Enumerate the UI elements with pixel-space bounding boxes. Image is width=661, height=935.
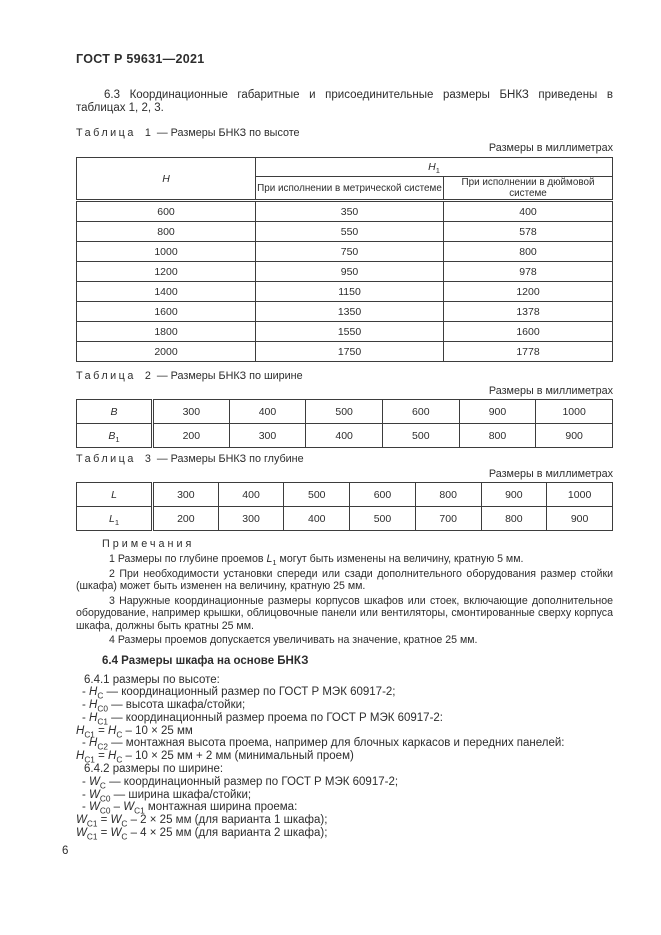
table2-cell: 300	[229, 424, 306, 448]
table3-cell: 600	[350, 483, 416, 507]
table1-cell: 1600	[444, 322, 613, 342]
section-line: - $H_{С0}$ — высота шкафа/стойки;	[82, 699, 246, 714]
table3-cell: 1000	[547, 483, 613, 507]
table2-cell: 400	[229, 400, 306, 424]
table1-cell: 1600	[77, 302, 256, 322]
page-number: 6	[62, 845, 69, 857]
table1-cell: 550	[256, 222, 444, 242]
document-page	[76, 52, 613, 840]
note-item-3: 3 Наружные координационные размеры корпусов шкафов или стоек, включающие дополнительное оборудование, например крышки, облицовочные панели или вентиляторы, смонтированные сверху корпуса шкафа, должны быть кратны 25 мм.	[76, 594, 613, 632]
note-item-4: 4 Размеры проемов допускается увеличивать на значение, кратное 25 мм.	[109, 634, 478, 646]
table1-cell: 978	[444, 262, 613, 282]
notes-heading: Примечания	[102, 538, 195, 550]
doc-number: ГОСТ Р 59631—2021	[76, 52, 205, 66]
table1-cell: 1378	[444, 302, 613, 322]
note-item-1: 1 Размеры по глубине проемов $L_1$ могут быть изменены на величину, кратную 5 мм.	[109, 553, 524, 568]
table-row	[77, 483, 613, 507]
section-line: - $H_{С2}$ — монтажная высота проема, например для блочных каркасов и передних панелей:	[82, 737, 565, 752]
table2-cell: 500	[306, 400, 383, 424]
table-row	[77, 302, 613, 322]
section-6-4-body	[76, 674, 613, 840]
table3-cell: 800	[415, 483, 481, 507]
table2-caption	[76, 370, 613, 382]
table3-caption-word: Таблица	[76, 453, 136, 465]
table1-caption-title: — Размеры БНКЗ по высоте	[156, 127, 300, 139]
table2-cell: 500	[382, 424, 459, 448]
section-line: - $W_С$ — координационный размер по ГОСТ Р МЭК 60917-2;	[82, 775, 399, 791]
table2-cell: 600	[382, 400, 459, 424]
table1-header-h: H	[77, 158, 256, 201]
table1-cell: 2000	[77, 342, 256, 362]
table2-caption-number: 2	[144, 370, 151, 382]
table1-cell: 750	[256, 242, 444, 262]
table-row	[77, 262, 613, 282]
table-bnkz-depth	[76, 482, 613, 531]
table1-header-h1: $H_1$	[256, 158, 613, 177]
table1-cell: 950	[256, 262, 444, 282]
section-formula: $W_{С1} = W_С - 2 \times 25$ мм (для варианта 1 шкафа);	[76, 814, 328, 829]
note-item-2: 2 При необходимости установки спереди или сзади дополнительного оборудования размер стойки (шкафа) может быть изменен на величину, кратную 25 мм.	[76, 567, 613, 592]
table1-header-row	[77, 158, 613, 177]
table3-caption-number: 3	[144, 453, 151, 465]
table2-cell: 900	[536, 424, 613, 448]
table-row	[77, 342, 613, 362]
table3-cell: 700	[415, 507, 481, 531]
table2-cell: 1000	[536, 400, 613, 424]
table3-units-note: Размеры в миллиметрах	[488, 468, 613, 480]
table2-cell: 300	[153, 400, 230, 424]
table2-cell: 400	[306, 424, 383, 448]
table1-cell: 1200	[77, 262, 256, 282]
table1-caption	[76, 127, 613, 139]
table3-cell: 500	[284, 483, 350, 507]
table1-cell: 1750	[256, 342, 444, 362]
section-6-4-heading: 6.4 Размеры шкафа на основе БНКЗ	[102, 654, 309, 667]
table3-cell: 500	[350, 507, 416, 531]
table3-cell: 400	[218, 483, 284, 507]
table-row	[77, 282, 613, 302]
table3-caption-title: — Размеры БНКЗ по глубине	[156, 453, 304, 465]
table-row	[77, 201, 613, 222]
table1-cell: 1400	[77, 282, 256, 302]
para-6-3: 6.3 Координационные габаритные и присоединительные размеры БНКЗ приведены в таблицах 1, 2, 3.	[76, 89, 613, 114]
table-row	[77, 424, 613, 448]
section-line: - $H_{С1}$ — координационный размер проема по ГОСТ Р МЭК 60917-2:	[82, 711, 443, 727]
table1-cell: 1000	[77, 242, 256, 262]
table1-cell: 600	[77, 201, 256, 222]
table1-cell: 578	[444, 222, 613, 242]
table2-caption-word: Таблица	[76, 370, 136, 382]
table1-cell: 350	[256, 201, 444, 222]
table1-cell: 1550	[256, 322, 444, 342]
table-row	[77, 507, 613, 531]
section-line: - $W_{С0}$ — ширина шкафа/стойки;	[82, 788, 252, 803]
table2-cell: 200	[153, 424, 230, 448]
table1-cell: 800	[444, 242, 613, 262]
table-bnkz-height	[76, 157, 613, 362]
section-formula: $H_{С1} = H_С - 10 \times 25$ мм	[76, 724, 193, 739]
table1-subheader-inch: При исполнении в дюймовой системе	[444, 177, 613, 201]
table1-caption-number: 1	[144, 127, 151, 139]
table3-cell: 300	[218, 507, 284, 531]
section-formula: $W_{С1} = W_С - 4 \times 25$ мм (для варианта 2 шкафа);	[76, 827, 328, 842]
section-formula: $H_{С1} = H_С - 10 \times 25$ мм + 2 мм (минимальный проем)	[76, 750, 354, 765]
section-line: 6.4.1 размеры по высоте:	[84, 673, 220, 686]
table3-cell: 300	[153, 483, 219, 507]
table1-cell: 1350	[256, 302, 444, 322]
table1-cell: 400	[444, 201, 613, 222]
table1-cell: 1150	[256, 282, 444, 302]
table1-cell: 800	[77, 222, 256, 242]
table1-cell: 1200	[444, 282, 613, 302]
section-line: - $W_{С0} - W_{С1}$ монтажная ширина проема:	[82, 801, 298, 816]
table2-label-b: B	[77, 400, 153, 424]
table2-label-b1: $B_1$	[77, 424, 153, 448]
section-line: - $H_С$ — координационный размер по ГОСТ Р МЭК 60917-2;	[82, 686, 396, 701]
table3-cell: 900	[481, 483, 547, 507]
table2-units-note: Размеры в миллиметрах	[488, 385, 613, 397]
section-line: 6.4.2 размеры по ширине:	[84, 763, 224, 776]
table2-cell: 800	[459, 424, 536, 448]
table1-cell: 1778	[444, 342, 613, 362]
table-bnkz-width	[76, 399, 613, 448]
table3-caption	[76, 453, 613, 465]
table3-cell: 200	[153, 507, 219, 531]
table3-cell: 400	[284, 507, 350, 531]
table2-caption-title: — Размеры БНКЗ по ширине	[156, 370, 303, 382]
table3-label-l: L	[77, 483, 153, 507]
table1-subheader-metric: При исполнении в метрической системе	[256, 177, 444, 201]
table1-units-note: Размеры в миллиметрах	[488, 142, 613, 154]
table1-cell: 1800	[77, 322, 256, 342]
table3-cell: 900	[547, 507, 613, 531]
table-row	[77, 222, 613, 242]
table2-cell: 900	[459, 400, 536, 424]
table-row	[77, 242, 613, 262]
table-row	[77, 400, 613, 424]
table1-caption-word: Таблица	[76, 127, 136, 139]
table3-cell: 800	[481, 507, 547, 531]
table-row	[77, 322, 613, 342]
table3-label-l1: $L_1$	[77, 507, 153, 531]
